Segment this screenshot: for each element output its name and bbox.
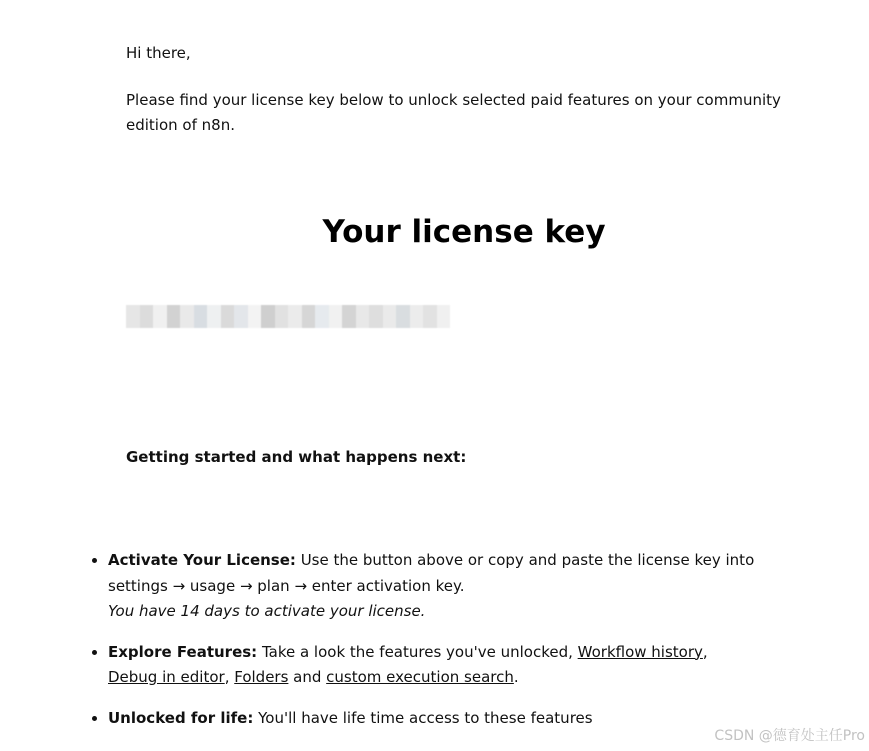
license-key-heading: Your license key bbox=[322, 214, 606, 250]
blur-pixel bbox=[248, 305, 262, 328]
separator: . bbox=[513, 668, 519, 686]
feature-list bbox=[88, 548, 798, 746]
list-item-explore bbox=[108, 640, 798, 691]
separator: , bbox=[702, 642, 708, 661]
blur-pixel bbox=[356, 305, 370, 328]
blur-pixel bbox=[383, 305, 397, 328]
list-item-unlocked bbox=[108, 706, 798, 732]
blur-pixel bbox=[153, 305, 167, 328]
activate-title: Activate Your License: bbox=[108, 551, 296, 569]
blur-pixel bbox=[234, 305, 248, 328]
blur-pixel bbox=[288, 305, 302, 328]
separator: , bbox=[224, 668, 235, 686]
getting-started-heading: Getting started and what happens next: bbox=[126, 448, 467, 466]
debug-in-editor-link[interactable]: Debug in editor bbox=[108, 668, 225, 686]
license-key-redacted[interactable] bbox=[126, 305, 450, 328]
blur-pixel bbox=[342, 305, 356, 328]
blur-pixel bbox=[302, 305, 316, 328]
blur-pixel bbox=[437, 305, 451, 328]
workflow-history-link[interactable]: Workflow history bbox=[577, 642, 703, 661]
blur-pixel bbox=[194, 305, 208, 328]
blur-pixel bbox=[315, 305, 329, 328]
blur-pixel bbox=[221, 305, 235, 328]
separator: and bbox=[288, 668, 327, 686]
blur-pixel bbox=[207, 305, 221, 328]
folders-link[interactable]: Folders bbox=[234, 668, 289, 686]
activate-note: You have 14 days to activate your license. bbox=[108, 602, 426, 620]
activate-text: Use the button above or copy and paste the license key into settings → usage → plan → enter activation key. bbox=[108, 551, 755, 595]
greeting-text: Hi there, bbox=[126, 44, 191, 62]
blur-pixel bbox=[140, 305, 154, 328]
blur-pixel bbox=[180, 305, 194, 328]
explore-text: Take a look the features you've unlocked, bbox=[257, 642, 578, 661]
custom-execution-search-link[interactable]: custom execution search bbox=[326, 668, 514, 686]
blur-pixel bbox=[396, 305, 410, 328]
explore-title: Explore Features: bbox=[108, 642, 258, 661]
list-item-activate bbox=[108, 548, 798, 625]
blur-pixel bbox=[410, 305, 424, 328]
blur-pixel bbox=[261, 305, 275, 328]
unlocked-title: Unlocked for life: bbox=[108, 708, 254, 727]
blur-pixel bbox=[423, 305, 437, 328]
intro-text: Please find your license key below to unlock selected paid features on your community edition of n8n. bbox=[126, 91, 781, 134]
blur-pixel bbox=[369, 305, 383, 328]
watermark-text: CSDN @德育处主任Pro bbox=[714, 728, 865, 744]
unlocked-text: You'll have life time access to these features bbox=[253, 708, 593, 727]
blur-pixel bbox=[329, 305, 343, 328]
blur-pixel bbox=[126, 305, 140, 328]
blur-pixel bbox=[167, 305, 181, 328]
blur-pixel bbox=[275, 305, 289, 328]
